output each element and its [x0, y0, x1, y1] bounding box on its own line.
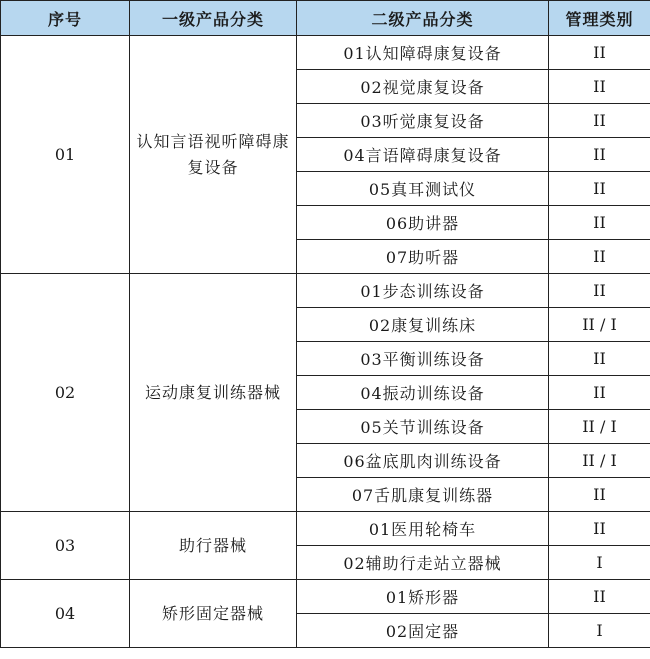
level2-cell: 06盆底肌肉训练设备	[297, 444, 549, 478]
level2-cell: 05关节训练设备	[297, 410, 549, 444]
level2-cell: 07助听器	[297, 240, 549, 274]
level2-cell: 06助讲器	[297, 206, 549, 240]
level2-cell: 03听觉康复设备	[297, 104, 549, 138]
level2-cell: 05真耳测试仪	[297, 172, 549, 206]
header-row	[1, 1, 650, 36]
level2-cell: 07舌肌康复训练器	[297, 478, 549, 512]
header-level2: 二级产品分类	[297, 1, 549, 36]
level2-cell: 01认知障碍康复设备	[297, 36, 549, 70]
mgmt-cell: II	[549, 342, 650, 376]
level1-cell: 运动康复训练器械	[130, 274, 297, 512]
mgmt-cell: II / I	[549, 444, 650, 478]
level1-cell: 助行器械	[130, 512, 297, 580]
table-row	[1, 36, 650, 70]
level2-cell: 01矫形器	[297, 580, 549, 614]
mgmt-cell: II	[549, 512, 650, 546]
table-body	[1, 36, 650, 648]
header-seq: 序号	[1, 1, 130, 36]
seq-cell: 03	[1, 512, 130, 580]
mgmt-cell: II	[549, 240, 650, 274]
level2-cell: 02康复训练床	[297, 308, 549, 342]
seq-cell: 01	[1, 36, 130, 274]
mgmt-cell: II	[549, 478, 650, 512]
level2-cell: 02固定器	[297, 614, 549, 648]
level1-cell: 认知言语视听障碍康复设备	[130, 36, 297, 274]
mgmt-cell: I	[549, 546, 650, 580]
mgmt-cell: II	[549, 376, 650, 410]
header-mgmt: 管理类别	[549, 1, 650, 36]
mgmt-cell: II	[549, 172, 650, 206]
level2-cell: 01步态训练设备	[297, 274, 549, 308]
level2-cell: 02辅助行走站立器械	[297, 546, 549, 580]
level2-cell: 02视觉康复设备	[297, 70, 549, 104]
seq-cell: 04	[1, 580, 130, 648]
mgmt-cell: I	[549, 614, 650, 648]
level2-cell: 03平衡训练设备	[297, 342, 549, 376]
mgmt-cell: II	[549, 104, 650, 138]
mgmt-cell: II	[549, 70, 650, 104]
level2-cell: 04言语障碍康复设备	[297, 138, 549, 172]
table-row	[1, 274, 650, 308]
mgmt-cell: II	[549, 206, 650, 240]
mgmt-cell: II	[549, 36, 650, 70]
mgmt-cell: II	[549, 138, 650, 172]
mgmt-cell: II / I	[549, 308, 650, 342]
level2-cell: 04振动训练设备	[297, 376, 549, 410]
level1-cell: 矫形固定器械	[130, 580, 297, 648]
mgmt-cell: II	[549, 274, 650, 308]
header-level1: 一级产品分类	[130, 1, 297, 36]
table-row	[1, 512, 650, 546]
mgmt-cell: II	[549, 580, 650, 614]
level2-cell: 01医用轮椅车	[297, 512, 549, 546]
table-row	[1, 580, 650, 614]
mgmt-cell: II / I	[549, 410, 650, 444]
table-header	[1, 1, 650, 36]
seq-cell: 02	[1, 274, 130, 512]
